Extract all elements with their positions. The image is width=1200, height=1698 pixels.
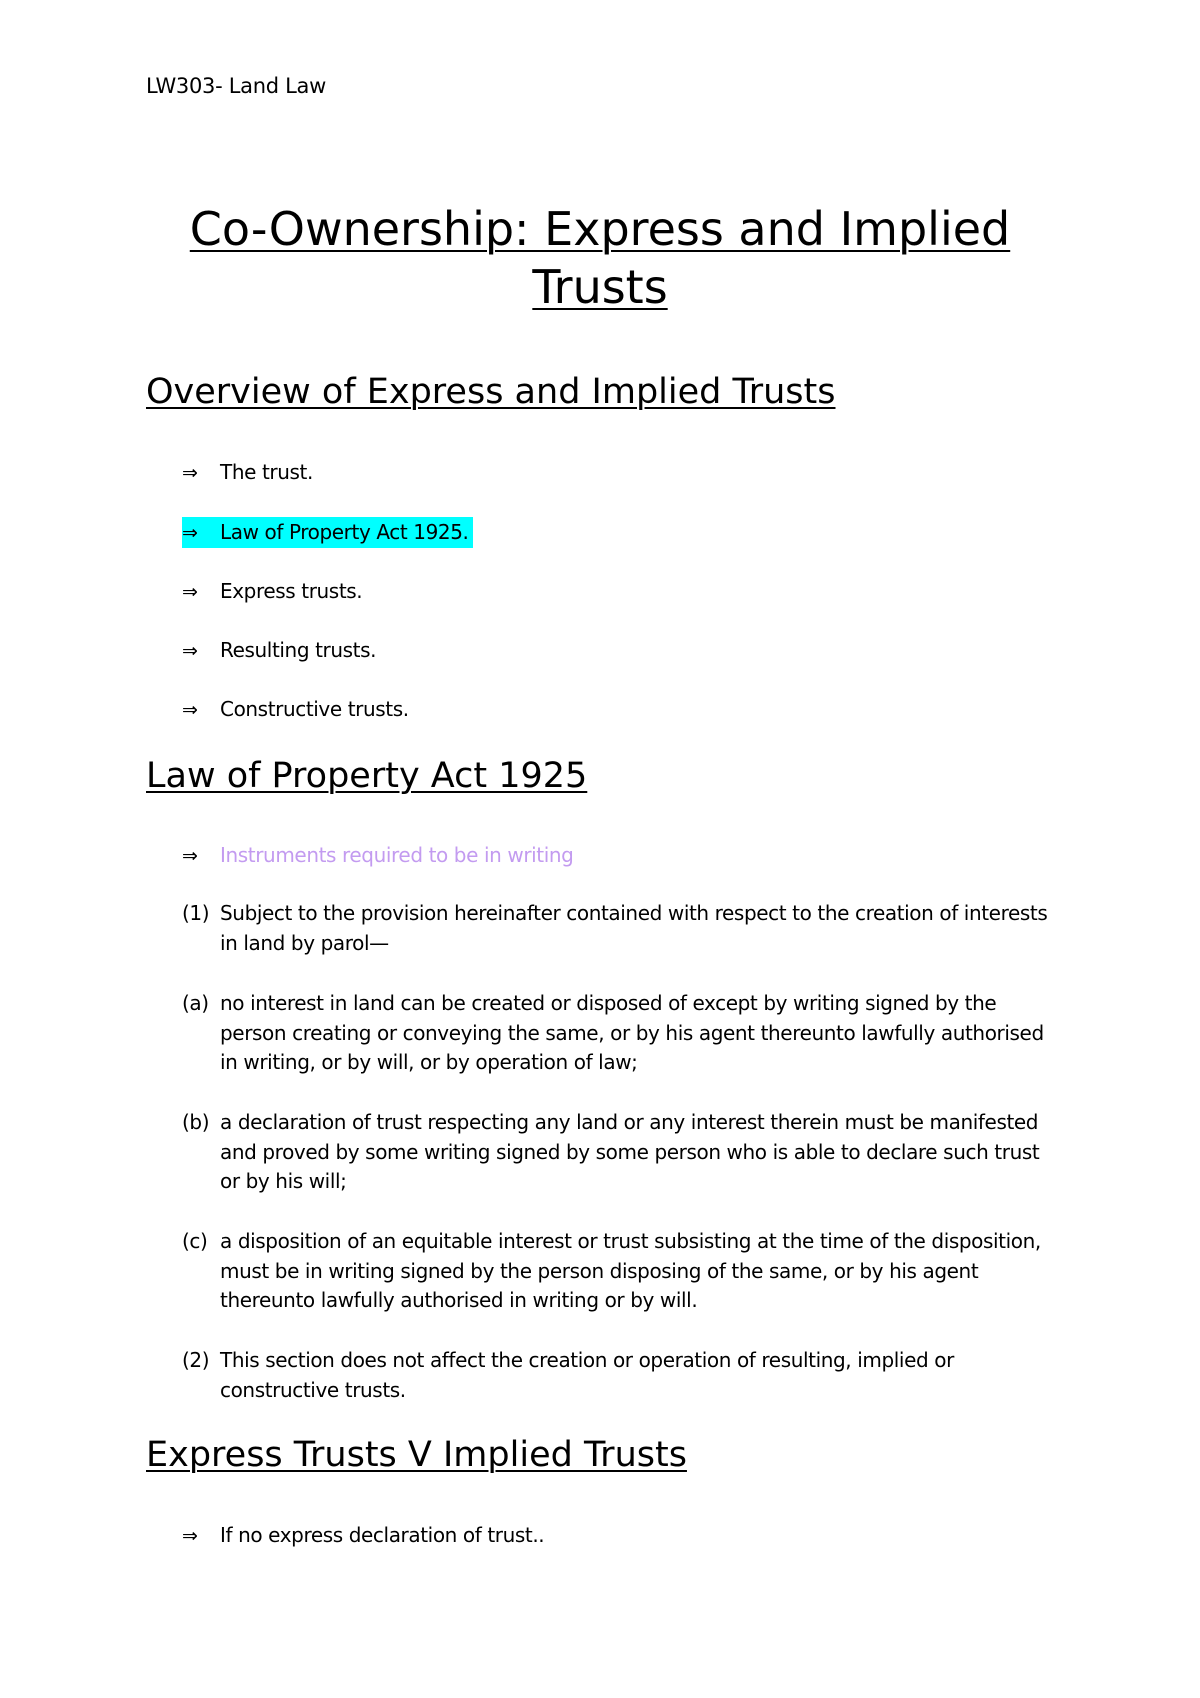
list-item <box>182 1520 544 1551</box>
arrow-icon: ⇒ <box>182 522 198 544</box>
list-item-text: Resulting trusts. <box>220 638 377 662</box>
heading-express-vs-implied: Express Trusts V Implied Trusts <box>146 1435 687 1475</box>
list-item-text: The trust. <box>220 460 313 484</box>
document-title <box>140 200 1060 316</box>
clause-text: Subject to the provision hereinafter contained with respect to the creation of interests in land by parol— <box>220 901 1048 955</box>
list-item-text: Law of Property Act 1925. <box>220 520 469 544</box>
title-line-2: Trusts <box>532 260 668 314</box>
clause-text: no interest in land can be created or disposed of except by writing signed by the person creating or conveying the same, or by his agent thereunto lawfully authorised in writing, or by will, or by operation of law; <box>220 991 1044 1074</box>
clause-text: a declaration of trust respecting any land or any interest therein must be manifested and proved by some writing signed by some person who is able to declare such trust or by his will; <box>220 1110 1040 1193</box>
highlight <box>182 517 473 548</box>
list-item <box>182 694 409 725</box>
arrow-icon: ⇒ <box>182 640 198 662</box>
arrow-icon: ⇒ <box>182 699 198 721</box>
list-item-text: Constructive trusts. <box>220 697 409 721</box>
heading-overview: Overview of Express and Implied Trusts <box>146 372 836 412</box>
list-item <box>182 635 376 666</box>
clause-marker: (1) <box>182 901 210 925</box>
clause-marker: (2) <box>182 1348 210 1372</box>
list-item <box>182 840 573 871</box>
arrow-icon: ⇒ <box>182 845 198 867</box>
title-line-1: Co-Ownership: Express and Implied <box>189 202 1011 256</box>
running-header: LW303- Land Law <box>146 74 326 98</box>
heading-lpa: Law of Property Act 1925 <box>146 756 588 796</box>
clause-text: a disposition of an equitable interest or trust subsisting at the time of the disposition, must be in writing signed by the person disposing of the same, or by his agent thereunto lawfully authorised in writing or by will. <box>220 1229 1041 1312</box>
arrow-icon: ⇒ <box>182 1525 198 1547</box>
arrow-icon: ⇒ <box>182 462 198 484</box>
list-item <box>182 576 362 607</box>
clause-item <box>182 1108 1062 1197</box>
list-item-text: If no express declaration of trust.. <box>220 1523 545 1547</box>
arrow-icon: ⇒ <box>182 581 198 603</box>
clause-text: This section does not affect the creation or operation of resulting, implied or constructive trusts. <box>220 1348 954 1402</box>
list-item <box>182 457 313 488</box>
clause-item <box>182 1346 1062 1405</box>
clause-item <box>182 899 1062 958</box>
clause-marker: (a) <box>182 991 209 1015</box>
clause-marker: (b) <box>182 1110 210 1134</box>
list-item-highlighted <box>182 517 473 548</box>
subheading-instruments: Instruments required to be in writing <box>220 843 574 867</box>
list-item-text: Express trusts. <box>220 579 363 603</box>
clause-marker: (c) <box>182 1229 208 1253</box>
clause-item <box>182 989 1062 1078</box>
clause-item <box>182 1227 1062 1316</box>
